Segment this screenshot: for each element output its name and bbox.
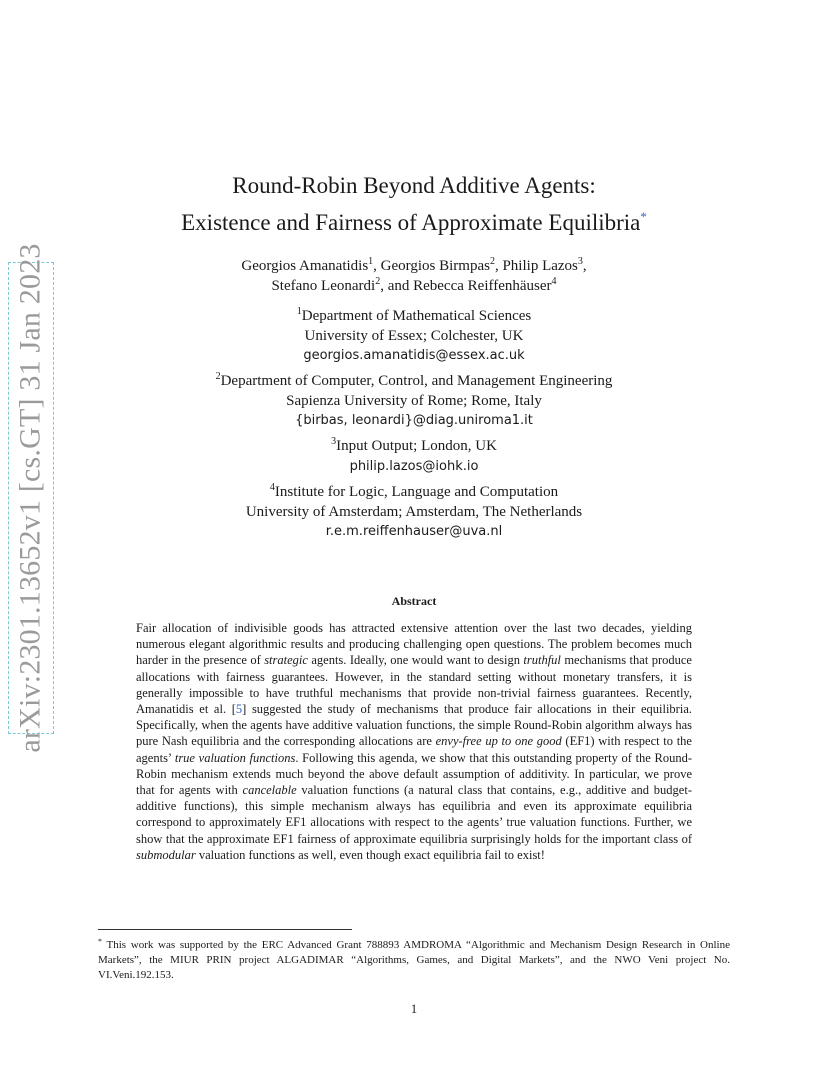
- aff-email[interactable]: r.e.m.reiffenhauser@uva.nl: [325, 524, 503, 539]
- abstract-text: valuation functions as well, even though exact equilibria fail to exist!: [195, 847, 545, 862]
- title-line-2: Existence and Fairness of Approximate Equilibria: [181, 210, 641, 235]
- author-aff-mark: 1: [368, 256, 374, 267]
- abstract-text: agents. Ideally, one would want to design: [307, 653, 524, 668]
- footnote: [98, 934, 730, 983]
- arxiv-stamp: [8, 243, 54, 753]
- paper-title: [120, 170, 708, 238]
- abstract-heading: Abstract: [391, 594, 437, 608]
- aff-mark: 4: [269, 482, 275, 493]
- author-name: Georgios Amanatidis: [241, 258, 369, 274]
- abstract-text: Fair allocation of indivisible goods has attracted extensive attention over the last two decades, yielding numerous elegant algorithmic results and producing challenging open questions. The problem becomes much harder in the presence of: [136, 621, 692, 668]
- author-aff-mark: 2: [489, 256, 495, 267]
- aff-department: Institute for Logic, Language and Computation: [274, 484, 559, 500]
- footnote-text: This work was supported by the ERC Advanced Grant 788893 AMDROMA “Algorithmic and Mechanism Design Research in Online Markets”, the MIUR PRIN project ALGADIMAR “Algorithms, Games, and Digital Markets”, and the NWO Veni project No. VI.Veni.192.153.: [98, 939, 730, 981]
- footnote-divider: [98, 929, 352, 930]
- abstract-body: [136, 620, 692, 863]
- affiliation-4: [120, 483, 708, 542]
- citation-link[interactable]: 5: [235, 702, 243, 717]
- footnote-mark: *: [98, 937, 102, 946]
- title-line-1: Round-Robin Beyond Additive Agents:: [232, 173, 596, 198]
- author-name: Rebecca Reiffenhäuser: [413, 278, 552, 294]
- author-aff-mark: 4: [551, 276, 557, 287]
- aff-email[interactable]: philip.lazos@iohk.io: [349, 458, 479, 474]
- aff-department: Input Output; London, UK: [336, 438, 497, 454]
- author-name: Georgios Birmpas: [380, 258, 490, 274]
- aff-email[interactable]: {birbas, leonardi}@diag.uniroma1.it: [295, 413, 533, 428]
- aff-mark: 2: [215, 371, 221, 382]
- aff-department: Department of Computer, Control, and Management Engineering: [220, 373, 613, 389]
- author-aff-mark: 2: [375, 276, 381, 287]
- aff-location: Sapienza University of Rome; Rome, Italy: [286, 392, 542, 409]
- abstract-text: valuation functions (a natural class that contains, e.g., additive and budget-additive functions), this simple mechanism always has equilibria and even its approximate equilibria correspond to approximately EF1 allocations with respect to the agents’ true valuation functions. Further, we show that the approximate EF1 fairness of approximate equilibria surprisingly holds for the important class of: [136, 783, 692, 846]
- abstract-text: ] suggested the study of mechanisms that produce fair allocations in their equilibria. Specifically, when the agents have additive valuation functions, the simple Round-Robin algorithm always has pure Nash equilibria and the corresponding allocations are: [136, 702, 692, 749]
- abstract-emphasis: truthful: [523, 653, 561, 668]
- abstract-text: . Following this agenda, we show that this outstanding property of the Round-Robin mechanism extends much beyond the above default assumption of additivity. In particular, we prove that for agents with: [136, 750, 693, 798]
- aff-location: University of Amsterdam; Amsterdam, The Netherlands: [245, 503, 583, 520]
- author-list: Georgios Amanatidis$^1$, Georgios Birmpas$^2$, Philip Lazos$^3$, Stefano Leonardi$^2$, and Rebecca Reiffenhäuser$^4$: [241, 256, 587, 294]
- aff-mark: 1: [296, 306, 302, 317]
- abstract-emphasis: strategic: [264, 653, 308, 668]
- affiliation-3: [120, 437, 708, 476]
- author-aff-mark: 3: [577, 256, 583, 267]
- title-footnote-mark[interactable]: *: [640, 209, 647, 224]
- aff-department: Department of Mathematical Sciences: [301, 308, 532, 324]
- aff-location: University of Essex; Colchester, UK: [304, 327, 524, 344]
- author-name: Stefano Leonardi: [271, 278, 376, 294]
- abstract-emphasis: submodular: [136, 847, 196, 862]
- page-number: 1: [410, 1002, 418, 1016]
- affiliation-1: [120, 307, 708, 366]
- arxiv-stamp-text: arXiv:2301.13652v1 [cs.GT] 31 Jan 2023: [14, 243, 48, 753]
- abstract-emphasis: envy-free up to one good: [435, 734, 562, 749]
- aff-mark: 3: [331, 436, 337, 447]
- abstract-emphasis: true valuation functions: [174, 750, 296, 765]
- affiliation-2: [120, 372, 708, 431]
- abstract-text: mechanisms that produce allocations with fairness guarantees. However, in the standard setting without monetary transfers, it is generally impossible to have truthful mechanisms that provide non-trivial fairness guarantees. Recently, Amanatidis et al. [: [136, 653, 692, 717]
- abstract-text: (EF1) with respect to the agents’: [136, 734, 692, 765]
- abstract-emphasis: cancelable: [242, 783, 297, 798]
- aff-email[interactable]: georgios.amanatidis@essex.ac.uk: [303, 348, 525, 363]
- author-name: Philip Lazos: [502, 258, 578, 274]
